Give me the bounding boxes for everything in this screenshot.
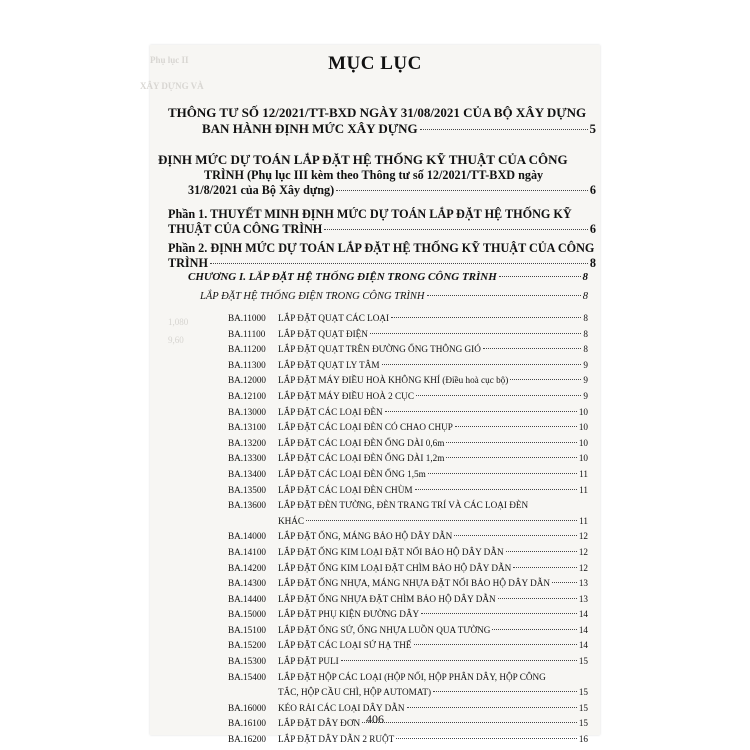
item-title-cont: KHÁC	[278, 515, 305, 526]
item-title: LẮP ĐẶT CÁC LOẠI SỨ HẠ THẾ	[278, 640, 412, 651]
page-title: MỤC LỤC	[328, 53, 422, 74]
item-title-cont: TẮC, HỘP CẦU CHÌ, HỘP AUTOMAT)	[278, 687, 432, 698]
leader-dots	[306, 520, 577, 521]
item-code: BA.16000	[228, 702, 267, 713]
toc-item	[228, 469, 588, 485]
page-ref: 8	[583, 328, 588, 339]
item-title: LẮP ĐẶT DÂY DẪN 2 RUỘT	[278, 734, 395, 745]
ghost-text: Phụ lục II	[150, 55, 189, 65]
item-code: BA.15200	[228, 640, 267, 651]
item-code: BA.14300	[228, 578, 267, 589]
item-code: BA.15400	[228, 671, 267, 682]
page-ref: 12	[578, 531, 588, 542]
toc-entry: ĐỊNH MỨC DỰ TOÁN LẮP ĐẶT HỆ THỐNG KỸ THUẬT CỦA CÔNG TRÌNH (Phụ lục III kèm theo Thông tư số 12/2021/TT-BXD ngày 31/8/2021 của Bộ Xây dựng) 6	[158, 152, 596, 197]
page-ref: 11	[579, 484, 588, 495]
toc-item	[228, 407, 588, 423]
item-code: BA.13000	[228, 406, 267, 417]
leader-dots	[513, 567, 577, 568]
leader-dots	[420, 129, 588, 130]
toc-entry: LẮP ĐẶT HỆ THỐNG ĐIỆN TRONG CÔNG TRÌNH 8	[200, 291, 588, 302]
leader-dots	[370, 333, 581, 334]
page-ref: 13	[578, 593, 588, 604]
page-ref: 12	[578, 546, 588, 557]
page-ref: 6	[589, 222, 596, 236]
item-code: BA.13300	[228, 453, 267, 464]
page-ref: 9	[583, 375, 588, 386]
item-code: BA.12000	[228, 375, 267, 386]
leader-dots	[382, 364, 582, 365]
page-ref: 13	[578, 578, 588, 589]
item-code: BA.15300	[228, 656, 267, 667]
toc-item	[228, 422, 588, 438]
leader-dots	[454, 535, 577, 536]
item-code: BA.13600	[228, 500, 267, 511]
item-code: BA.13500	[228, 484, 267, 495]
page-ref: 8	[589, 256, 596, 270]
item-code: BA.15100	[228, 624, 267, 635]
page-ref: 8	[582, 291, 588, 302]
item-code: BA.14400	[228, 593, 267, 604]
page-ref: 14	[578, 624, 588, 635]
leader-dots	[427, 295, 581, 296]
toc-entry: Phần 1. THUYẾT MINH ĐỊNH MỨC DỰ TOÁN LẮP ĐẶT HỆ THỐNG KỸ THUẬT CỦA CÔNG TRÌNH 6	[168, 207, 596, 236]
item-code: BA.16100	[228, 718, 267, 729]
page-ref: 9	[583, 390, 588, 401]
page-ref: 9	[583, 359, 588, 370]
item-title: LẮP ĐẶT QUẠT TRÊN ĐƯỜNG ỐNG THÔNG GIÓ	[278, 344, 481, 355]
toc-item	[228, 625, 588, 641]
page-ref: 14	[578, 640, 588, 651]
leader-dots	[492, 629, 576, 630]
leader-dots	[341, 660, 577, 661]
leader-dots	[414, 644, 577, 645]
item-code: BA.14200	[228, 562, 267, 573]
leader-dots	[421, 613, 577, 614]
item-code: BA.15000	[228, 609, 267, 620]
toc-item	[228, 547, 588, 563]
page-number: 406	[366, 712, 384, 726]
item-code: BA.11000	[228, 313, 266, 323]
leader-dots	[506, 551, 577, 552]
leader-dots	[510, 379, 581, 380]
leader-dots	[499, 276, 581, 277]
page-ref: 10	[578, 422, 588, 433]
item-code: BA.13200	[228, 437, 267, 448]
item-title: LẮP ĐẶT ỐNG NHỰA ĐẶT CHÌM BẢO HỘ DÂY DẪN	[278, 593, 496, 604]
page-ref: 5	[589, 121, 596, 136]
toc-item	[228, 485, 588, 501]
page-ref: 8	[583, 344, 588, 355]
toc-entry: CHƯƠNG I. LẮP ĐẶT HỆ THỐNG ĐIỆN TRONG CÔNG TRÌNH 8	[188, 271, 588, 283]
page-ref: 15	[578, 702, 588, 713]
page-ref: 10	[578, 437, 588, 448]
item-title: LẮP ĐẶT QUẠT CÁC LOẠI	[278, 313, 390, 323]
leader-dots	[391, 317, 581, 318]
toc-item	[228, 453, 588, 469]
page-ref: 15	[578, 687, 588, 698]
item-code: BA.13100	[228, 422, 267, 433]
ghost-text: 9,60	[168, 335, 184, 345]
page-ref: 15	[578, 718, 588, 729]
item-title: KÉO RẢI CÁC LOẠI DÂY DẪN	[278, 702, 405, 713]
leader-dots	[433, 691, 577, 692]
toc-item	[228, 609, 588, 625]
leader-dots	[415, 489, 578, 490]
toc-item	[228, 375, 588, 391]
toc-item	[228, 360, 588, 376]
toc-item	[228, 500, 588, 531]
page-ref: 10	[578, 453, 588, 464]
item-title: LẮP ĐẶT ỐNG KIM LOẠI ĐẶT CHÌM BẢO HỘ DÂY DẪN	[278, 562, 512, 573]
book-page	[140, 45, 600, 745]
toc-item	[228, 578, 588, 594]
item-title: LẮP ĐẶT CÁC LOẠI ĐÈN	[278, 406, 383, 417]
page-ref: 8	[583, 313, 588, 323]
ghost-text: XÂY DỰNG VÀ	[140, 81, 204, 91]
page-ref: 11	[579, 515, 588, 526]
leader-dots	[210, 263, 588, 264]
toc-item	[228, 313, 588, 329]
ghost-text: 1,080	[168, 317, 189, 327]
page-ref: 6	[589, 183, 596, 197]
toc-item	[228, 563, 588, 579]
item-title: LẮP ĐẶT ỐNG KIM LOẠI ĐẶT NỔI BẢO HỘ DÂY DẪN	[278, 546, 504, 557]
item-title: LẮP ĐẶT PULI	[278, 656, 339, 667]
leader-dots	[396, 738, 577, 739]
item-code: BA.13400	[228, 468, 267, 479]
leader-dots	[552, 582, 577, 583]
item-title: LẮP ĐẶT HỘP CÁC LOẠI (HỘP NỐI, HỘP PHÂN DÂY, HỘP CÔNG	[278, 671, 546, 682]
item-title: LẮP ĐẶT MÁY ĐIỀU HOÀ 2 CỤC	[278, 390, 414, 401]
item-code: BA.11100	[228, 328, 266, 339]
toc-item	[228, 656, 588, 672]
leader-dots	[498, 598, 577, 599]
item-code: BA.11300	[228, 359, 266, 370]
item-code: BA.12100	[228, 390, 267, 401]
leader-dots	[416, 395, 581, 396]
toc-item	[228, 329, 588, 345]
page-ref: 8	[582, 271, 588, 283]
leader-dots	[407, 707, 577, 708]
item-title: LẮP ĐẶT CÁC LOẠI ĐÈN CÓ CHAO CHỤP	[278, 422, 453, 433]
item-title: LẮP ĐẶT ỐNG NHỰA, MÁNG NHỰA ĐẶT NỔI BẢO HỘ DÂY DẪN	[278, 578, 551, 589]
item-title: LẮP ĐẶT QUẠT ĐIỆN	[278, 328, 368, 339]
item-title: LẮP ĐẶT QUẠT LY TÂM	[278, 359, 380, 370]
item-code: BA.14000	[228, 531, 267, 542]
toc-item	[228, 594, 588, 610]
item-title: LẮP ĐẶT PHỤ KIỆN ĐƯỜNG DÂY	[278, 609, 420, 620]
leader-dots	[446, 457, 576, 458]
toc-item	[228, 531, 588, 547]
item-code: BA.16200	[228, 734, 267, 745]
leader-dots	[336, 190, 588, 191]
toc-item	[228, 344, 588, 360]
toc-item	[228, 438, 588, 454]
toc-entry: Phần 2. ĐỊNH MỨC DỰ TOÁN LẮP ĐẶT HỆ THỐNG KỸ THUẬT CỦA CÔNG TRÌNH 8	[168, 241, 596, 270]
page-ref: 16	[578, 734, 588, 745]
item-title: LẮP ĐẶT ỐNG, MÁNG BẢO HỘ DÂY DẪN	[278, 531, 453, 542]
item-title: LẮP ĐẶT CÁC LOẠI ĐÈN ỐNG DÀI 1,2m	[278, 453, 445, 464]
leader-dots	[446, 442, 576, 443]
item-title: LẮP ĐẶT CÁC LOẠI ĐÈN ỐNG DÀI 0,6m	[278, 437, 445, 448]
toc-item	[228, 734, 588, 750]
item-title: LẮP ĐẶT CÁC LOẠI ĐÈN CHÙM	[278, 484, 413, 495]
leader-dots	[324, 229, 588, 230]
page-ref: 11	[579, 468, 588, 479]
toc-item	[228, 391, 588, 407]
toc-item	[228, 640, 588, 656]
page-ref: 12	[578, 562, 588, 573]
item-code: BA.14100	[228, 546, 267, 557]
page-ref: 14	[578, 609, 588, 620]
leader-dots	[483, 348, 582, 349]
item-title: LẮP ĐẶT CÁC LOẠI ĐÈN ỐNG 1,5m	[278, 468, 426, 479]
item-title: LẮP ĐẶT MÁY ĐIỀU HOÀ KHÔNG KHÍ (Điều hoà cục bộ)	[278, 375, 509, 386]
toc-item	[228, 672, 588, 703]
toc-entry: THÔNG TƯ SỐ 12/2021/TT-BXD NGÀY 31/08/2021 CỦA BỘ XÂY DỰNG BAN HÀNH ĐỊNH MỨC XÂY DỰNG 5	[168, 105, 596, 136]
toc-item-list	[228, 313, 588, 750]
page-ref: 15	[578, 656, 588, 667]
item-title: LẮP ĐẶT DÂY ĐƠN	[278, 718, 361, 729]
leader-dots	[428, 473, 577, 474]
page-ref: 10	[578, 406, 588, 417]
item-title: LẮP ĐẶT ỐNG SỨ, ỐNG NHỰA LUỒN QUA TƯỜNG	[278, 624, 491, 635]
item-title: LẮP ĐẶT ĐÈN TƯỜNG, ĐÈN TRANG TRÍ VÀ CÁC LOẠI ĐÈN	[278, 500, 529, 511]
leader-dots	[385, 411, 577, 412]
item-code: BA.11200	[228, 344, 266, 355]
leader-dots	[455, 426, 577, 427]
